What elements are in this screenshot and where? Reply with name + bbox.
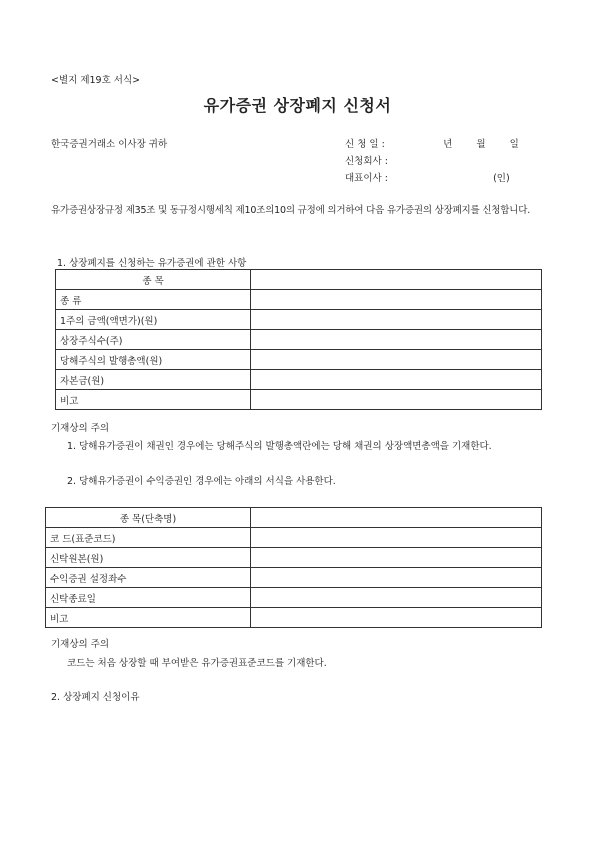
- row-label: 비고: [56, 390, 251, 410]
- day-unit: 일: [509, 139, 519, 150]
- table-header-row: [46, 508, 542, 528]
- notes1-heading: 기재상의 주의: [51, 423, 110, 434]
- representative-label: 대표이사 :: [345, 173, 388, 184]
- row-label: 신탁원본(원): [46, 548, 251, 568]
- notes2-text: 코드는 처음 상장할 때 부여받은 유가증권표준코드를 기재한다.: [67, 658, 327, 669]
- row-label: 수익증권 설정좌수: [46, 568, 251, 588]
- notes1-item: 2. 당해유가증권이 수익증권인 경우에는 아래의 서식을 사용한다.: [67, 476, 336, 487]
- table-row: [46, 588, 542, 608]
- table-value-cell[interactable]: [251, 528, 542, 548]
- table-value-cell[interactable]: [251, 608, 542, 628]
- table-value-cell[interactable]: [251, 290, 542, 310]
- table-row: [56, 390, 542, 410]
- table-value-cell[interactable]: [251, 588, 542, 608]
- table-row: [56, 350, 542, 370]
- table-row: [56, 290, 542, 310]
- form-number: <별지 제19호 서식>: [51, 75, 141, 86]
- table-value-cell[interactable]: [251, 568, 542, 588]
- row-label: 종 류: [56, 290, 251, 310]
- row-label: 1주의 금액(액면가)(원): [56, 310, 251, 330]
- section1-heading: 1. 상장폐지를 신청하는 유가증권에 관한 사항: [57, 258, 247, 269]
- year-unit: 년: [443, 139, 453, 150]
- table-row: [46, 568, 542, 588]
- securities-info-table: [55, 269, 542, 410]
- beneficiary-certificate-table: [45, 507, 542, 628]
- row-label: 신탁종료일: [46, 588, 251, 608]
- month-unit: 월: [476, 139, 486, 150]
- table-header-row: [56, 270, 542, 290]
- row-label: 코 드(표준코드): [46, 528, 251, 548]
- seal-mark: (인): [493, 173, 510, 184]
- company-label: 신청회사 :: [345, 156, 388, 167]
- table-value-cell[interactable]: [251, 390, 542, 410]
- table-row: [56, 310, 542, 330]
- table-row: [56, 330, 542, 350]
- notes1-item: 1. 당해유가증권이 채권인 경우에는 당해주식의 발행총액란에는 당해 채권의 상장액면총액을 기재한다.: [67, 441, 492, 452]
- intro-paragraph: 유가증권상장규정 제35조 및 동규정시행세칙 제10조의10의 규정에 의거하여 다음 유가증권의 상장폐지를 신청합니다.: [51, 205, 531, 216]
- application-date-label: 신 청 일 :: [345, 139, 385, 150]
- table-row: [46, 548, 542, 568]
- representative-row: [345, 170, 519, 187]
- table-value-cell[interactable]: [251, 310, 542, 330]
- row-label: 자본금(원): [56, 370, 251, 390]
- table-value-cell[interactable]: [251, 370, 542, 390]
- table-row: [46, 608, 542, 628]
- section2-heading: 2. 상장폐지 신청이유: [51, 692, 140, 703]
- document-title: 유가증권 상장폐지 신청서: [203, 96, 392, 115]
- table-header-cell: 종 목: [56, 270, 251, 290]
- table-value-cell[interactable]: [251, 508, 542, 528]
- table-value-cell[interactable]: [251, 548, 542, 568]
- company-row: [345, 153, 519, 170]
- row-label: 당해주식의 발행총액(원): [56, 350, 251, 370]
- table-row: [56, 370, 542, 390]
- table-value-cell[interactable]: [251, 330, 542, 350]
- table-value-cell[interactable]: [251, 350, 542, 370]
- applicant-block: [345, 136, 519, 187]
- notes2-heading: 기재상의 주의: [51, 639, 110, 650]
- table-value-cell[interactable]: [251, 270, 542, 290]
- row-label: 비고: [46, 608, 251, 628]
- table-row: [46, 528, 542, 548]
- addressee: 한국증권거래소 이사장 귀하: [51, 139, 168, 150]
- table-header-cell: 종 목(단축명): [46, 508, 251, 528]
- row-label: 상장주식수(주): [56, 330, 251, 350]
- application-date-row: [345, 136, 519, 153]
